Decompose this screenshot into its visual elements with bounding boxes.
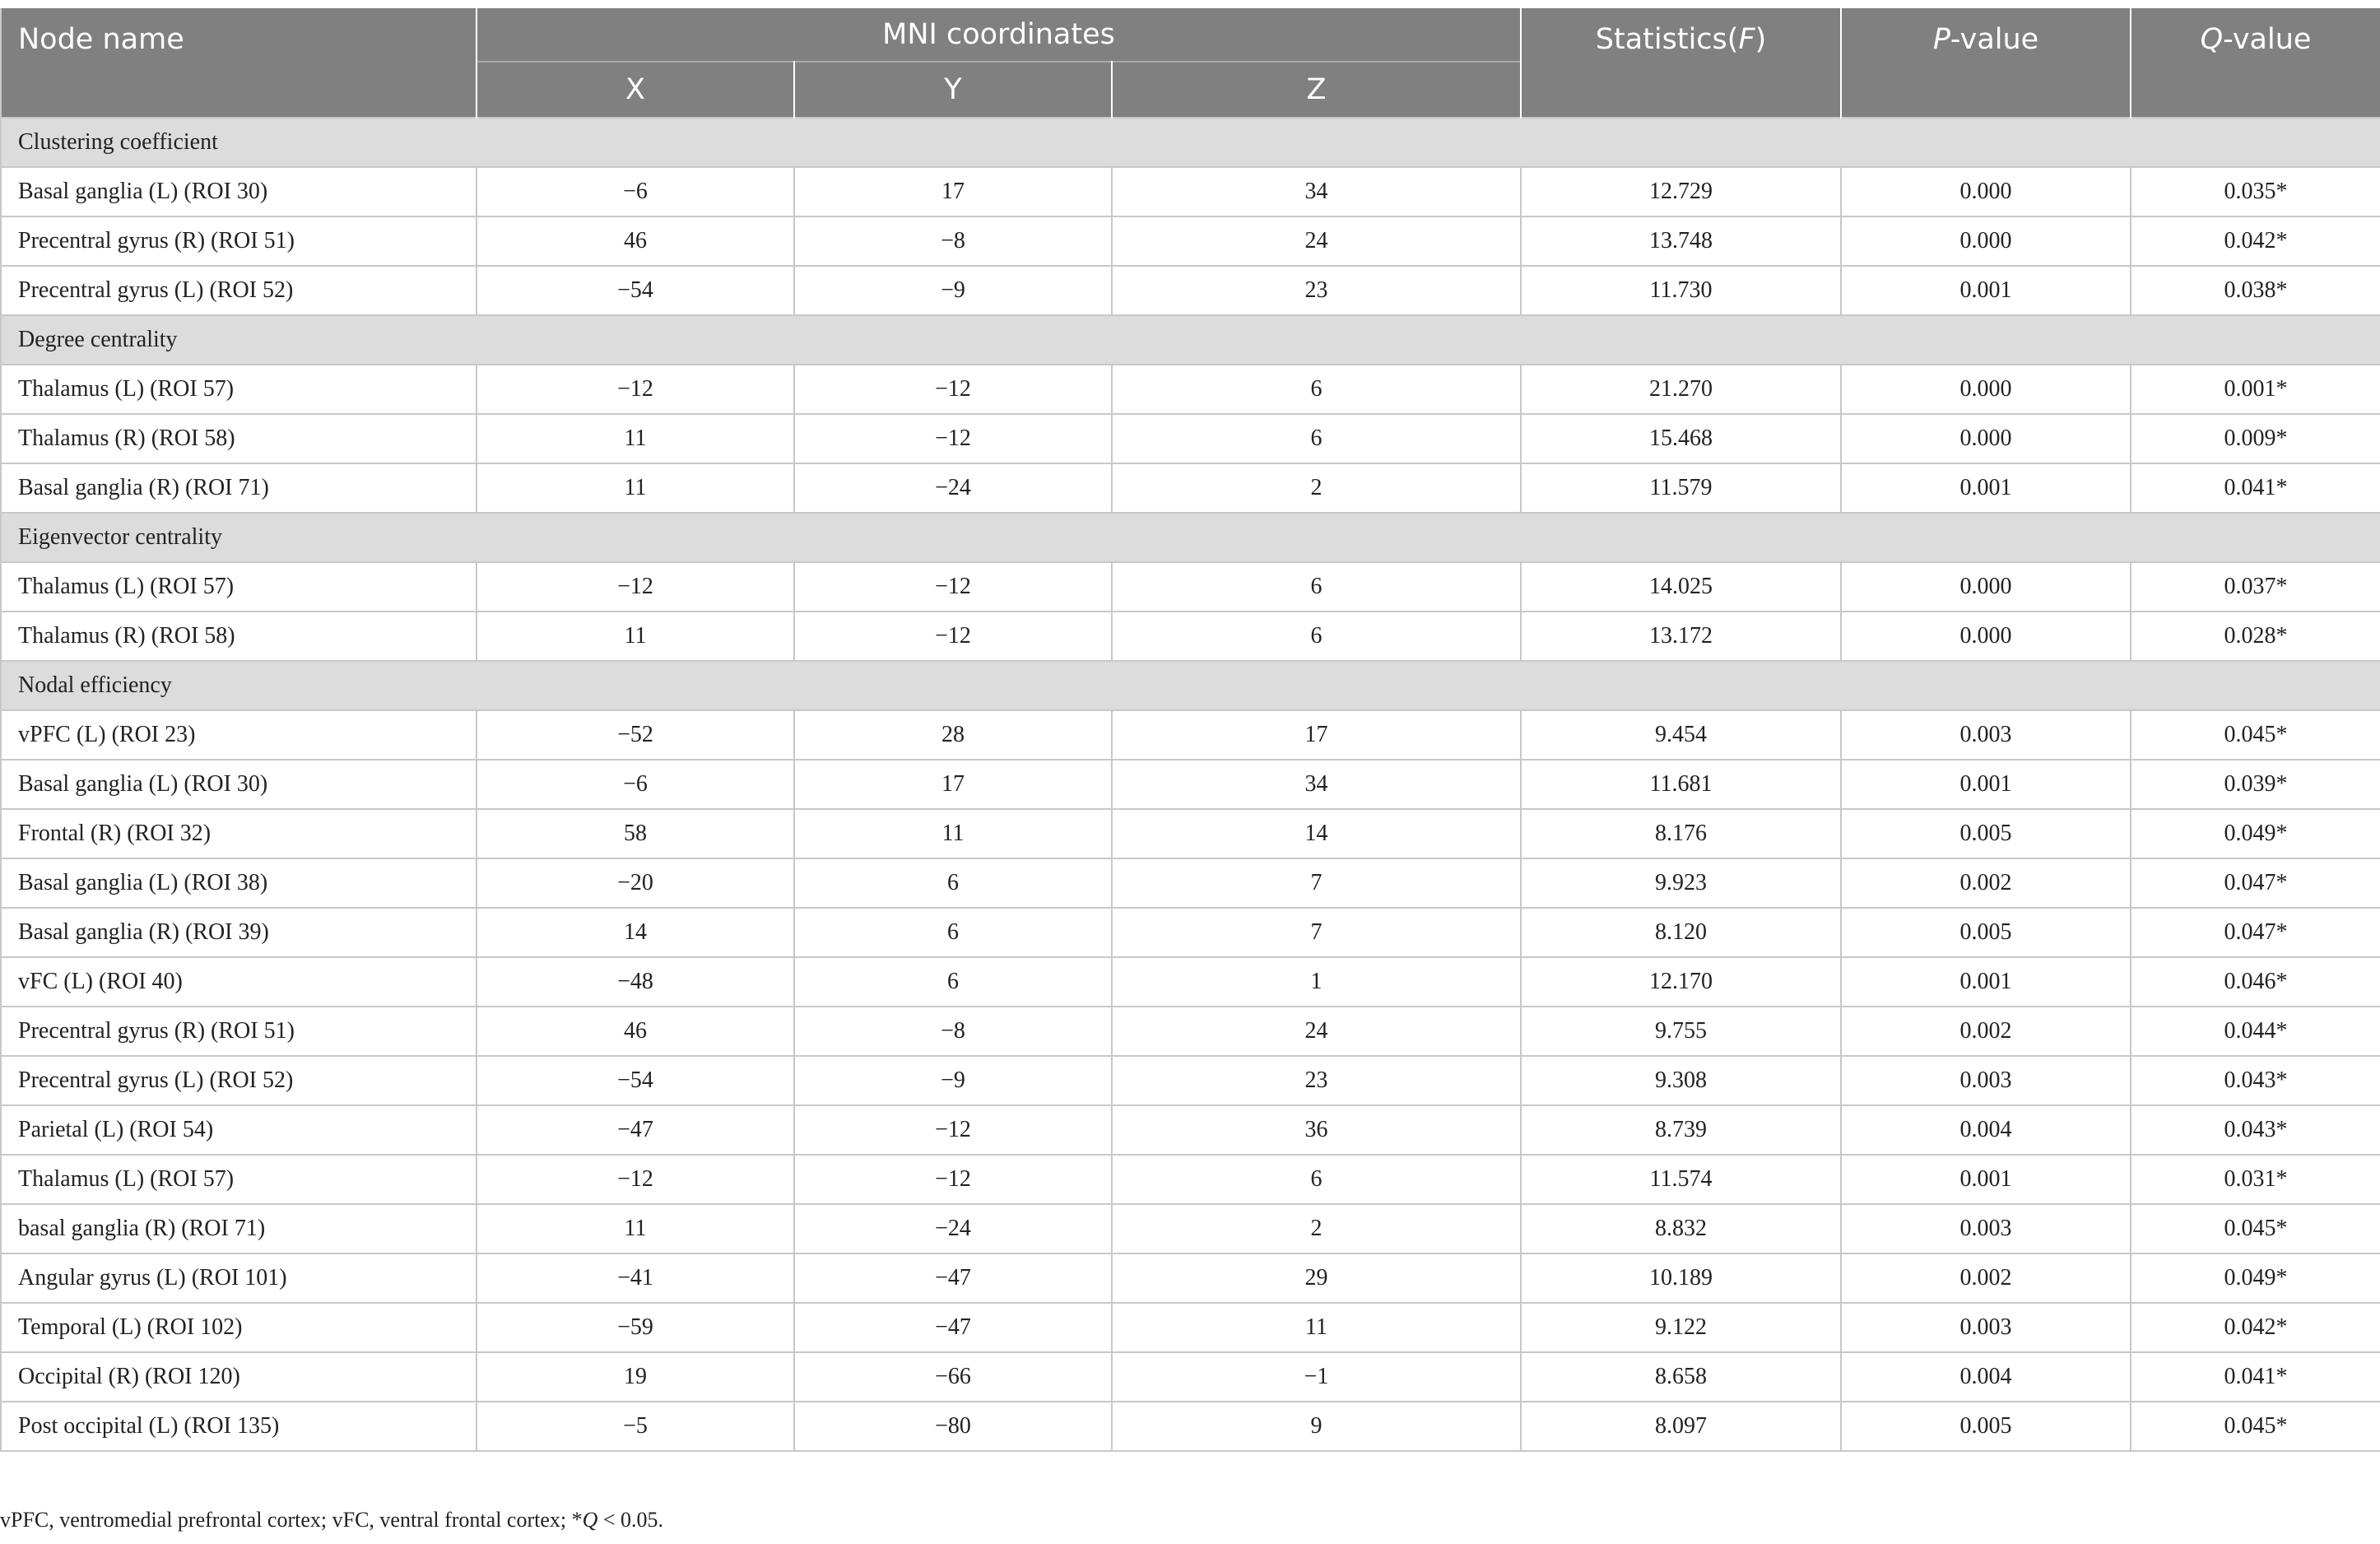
f-statistic-cell: 21.270 xyxy=(1521,365,1841,414)
table-row xyxy=(1,809,2380,858)
q-value-cell: 0.044* xyxy=(2131,1007,2380,1056)
p-value-cell: 0.001 xyxy=(1841,760,2131,809)
header-q-letter: Q xyxy=(2200,23,2224,56)
f-statistic-cell: 10.189 xyxy=(1521,1253,1841,1303)
f-statistic-cell: 12.170 xyxy=(1521,957,1841,1007)
q-value-cell: 0.046* xyxy=(2131,957,2380,1007)
y-cell: 6 xyxy=(794,908,1112,957)
z-cell: −1 xyxy=(1112,1352,1521,1402)
node-name-cell: Precentral gyrus (L) (ROI 52) xyxy=(1,266,476,315)
x-cell: −47 xyxy=(476,1105,794,1155)
node-name-cell: Basal ganglia (L) (ROI 38) xyxy=(1,858,476,908)
y-cell: −66 xyxy=(794,1352,1112,1402)
header-statistics-suffix: ) xyxy=(1755,23,1767,56)
y-cell: 17 xyxy=(794,760,1112,809)
q-value-cell: 0.041* xyxy=(2131,1352,2380,1402)
header-statistics xyxy=(1521,8,1841,118)
node-name-cell: Angular gyrus (L) (ROI 101) xyxy=(1,1253,476,1303)
z-cell: 9 xyxy=(1112,1402,1521,1451)
f-statistic-cell: 11.574 xyxy=(1521,1155,1841,1204)
p-value-cell: 0.002 xyxy=(1841,1253,2131,1303)
table-row xyxy=(1,1253,2380,1303)
node-name-cell: vFC (L) (ROI 40) xyxy=(1,957,476,1007)
z-cell: 24 xyxy=(1112,216,1521,266)
node-name-cell: Basal ganglia (L) (ROI 30) xyxy=(1,167,476,216)
table-row xyxy=(1,167,2380,216)
node-name-cell: basal ganglia (R) (ROI 71) xyxy=(1,1204,476,1253)
table-row xyxy=(1,1007,2380,1056)
f-statistic-cell: 11.730 xyxy=(1521,266,1841,315)
f-statistic-cell: 11.579 xyxy=(1521,463,1841,513)
node-name-cell: Precentral gyrus (R) (ROI 51) xyxy=(1,216,476,266)
section-header-row xyxy=(1,661,2380,710)
q-value-cell: 0.009* xyxy=(2131,414,2380,463)
header-y: Y xyxy=(794,62,1112,118)
y-cell: −8 xyxy=(794,216,1112,266)
p-value-cell: 0.000 xyxy=(1841,167,2131,216)
q-value-cell: 0.042* xyxy=(2131,216,2380,266)
x-cell: −6 xyxy=(476,760,794,809)
x-cell: 11 xyxy=(476,1204,794,1253)
section-title: Nodal efficiency xyxy=(1,661,2380,710)
q-value-cell: 0.045* xyxy=(2131,1402,2380,1451)
header-z: Z xyxy=(1112,62,1521,118)
table-row xyxy=(1,1204,2380,1253)
q-value-cell: 0.049* xyxy=(2131,1253,2380,1303)
table-row xyxy=(1,957,2380,1007)
f-statistic-cell: 13.172 xyxy=(1521,612,1841,661)
node-name-cell: Thalamus (L) (ROI 57) xyxy=(1,562,476,612)
z-cell: 6 xyxy=(1112,1155,1521,1204)
y-cell: 17 xyxy=(794,167,1112,216)
p-value-cell: 0.001 xyxy=(1841,957,2131,1007)
node-name-cell: Temporal (L) (ROI 102) xyxy=(1,1303,476,1352)
header-statistics-prefix: Statistics( xyxy=(1595,23,1739,56)
section-title: Clustering coefficient xyxy=(1,118,2380,167)
p-value-cell: 0.005 xyxy=(1841,1402,2131,1451)
q-value-cell: 0.001* xyxy=(2131,365,2380,414)
p-value-cell: 0.003 xyxy=(1841,1303,2131,1352)
f-statistic-cell: 9.454 xyxy=(1521,710,1841,760)
x-cell: −41 xyxy=(476,1253,794,1303)
footnote-text: vPFC, ventromedial prefrontal cortex; vFC, ventral frontal cortex; * xyxy=(0,1508,583,1532)
p-value-cell: 0.001 xyxy=(1841,1155,2131,1204)
node-name-cell: Basal ganglia (R) (ROI 39) xyxy=(1,908,476,957)
p-value-cell: 0.002 xyxy=(1841,858,2131,908)
q-value-cell: 0.045* xyxy=(2131,1204,2380,1253)
footnote-q: Q xyxy=(582,1508,598,1532)
p-value-cell: 0.001 xyxy=(1841,266,2131,315)
f-statistic-cell: 8.658 xyxy=(1521,1352,1841,1402)
table-row xyxy=(1,760,2380,809)
q-value-cell: 0.047* xyxy=(2131,908,2380,957)
table-row xyxy=(1,1105,2380,1155)
table-row xyxy=(1,216,2380,266)
f-statistic-cell: 8.176 xyxy=(1521,809,1841,858)
node-name-cell: Basal ganglia (L) (ROI 30) xyxy=(1,760,476,809)
table-body xyxy=(1,118,2380,1451)
z-cell: 11 xyxy=(1112,1303,1521,1352)
y-cell: −12 xyxy=(794,414,1112,463)
x-cell: −12 xyxy=(476,365,794,414)
node-name-cell: Precentral gyrus (R) (ROI 51) xyxy=(1,1007,476,1056)
x-cell: 46 xyxy=(476,1007,794,1056)
z-cell: 34 xyxy=(1112,760,1521,809)
z-cell: 24 xyxy=(1112,1007,1521,1056)
table-row xyxy=(1,1303,2380,1352)
table-row xyxy=(1,365,2380,414)
f-statistic-cell: 8.832 xyxy=(1521,1204,1841,1253)
p-value-cell: 0.003 xyxy=(1841,1204,2131,1253)
table-row xyxy=(1,266,2380,315)
header-x: X xyxy=(476,62,794,118)
table-row xyxy=(1,1056,2380,1105)
header-mni-coordinates: MNI coordinates xyxy=(476,8,1521,62)
x-cell: −59 xyxy=(476,1303,794,1352)
section-title: Degree centrality xyxy=(1,315,2380,365)
table-row xyxy=(1,414,2380,463)
table-row xyxy=(1,1352,2380,1402)
table-row xyxy=(1,1402,2380,1451)
header-node-name: Node name xyxy=(1,8,476,118)
table-row xyxy=(1,858,2380,908)
q-value-cell: 0.028* xyxy=(2131,612,2380,661)
y-cell: 6 xyxy=(794,858,1112,908)
z-cell: 17 xyxy=(1112,710,1521,760)
z-cell: 6 xyxy=(1112,414,1521,463)
f-statistic-cell: 12.729 xyxy=(1521,167,1841,216)
z-cell: 29 xyxy=(1112,1253,1521,1303)
f-statistic-cell: 9.308 xyxy=(1521,1056,1841,1105)
f-statistic-cell: 8.120 xyxy=(1521,908,1841,957)
p-value-cell: 0.005 xyxy=(1841,809,2131,858)
q-value-cell: 0.037* xyxy=(2131,562,2380,612)
header-q-value xyxy=(2131,8,2380,118)
p-value-cell: 0.005 xyxy=(1841,908,2131,957)
f-statistic-cell: 14.025 xyxy=(1521,562,1841,612)
x-cell: −54 xyxy=(476,1056,794,1105)
z-cell: 6 xyxy=(1112,612,1521,661)
z-cell: 7 xyxy=(1112,908,1521,957)
x-cell: 58 xyxy=(476,809,794,858)
p-value-cell: 0.002 xyxy=(1841,1007,2131,1056)
table-row xyxy=(1,908,2380,957)
p-value-cell: 0.000 xyxy=(1841,612,2131,661)
x-cell: 14 xyxy=(476,908,794,957)
table-row xyxy=(1,463,2380,513)
q-value-cell: 0.045* xyxy=(2131,710,2380,760)
x-cell: −52 xyxy=(476,710,794,760)
x-cell: −54 xyxy=(476,266,794,315)
table-header xyxy=(1,8,2380,118)
p-value-cell: 0.004 xyxy=(1841,1105,2131,1155)
header-p-letter: P xyxy=(1932,23,1950,56)
z-cell: 1 xyxy=(1112,957,1521,1007)
y-cell: −12 xyxy=(794,1155,1112,1204)
node-name-cell: Thalamus (R) (ROI 58) xyxy=(1,612,476,661)
y-cell: −8 xyxy=(794,1007,1112,1056)
z-cell: 6 xyxy=(1112,365,1521,414)
y-cell: −9 xyxy=(794,1056,1112,1105)
p-value-cell: 0.000 xyxy=(1841,562,2131,612)
table-row xyxy=(1,562,2380,612)
p-value-cell: 0.003 xyxy=(1841,710,2131,760)
y-cell: −12 xyxy=(794,1105,1112,1155)
z-cell: 2 xyxy=(1112,463,1521,513)
p-value-cell: 0.001 xyxy=(1841,463,2131,513)
node-name-cell: Thalamus (L) (ROI 57) xyxy=(1,365,476,414)
section-title: Eigenvector centrality xyxy=(1,513,2380,562)
f-statistic-cell: 8.739 xyxy=(1521,1105,1841,1155)
f-statistic-cell: 8.097 xyxy=(1521,1402,1841,1451)
results-table xyxy=(0,8,2380,1452)
results-table-wrapper xyxy=(0,8,2380,1452)
y-cell: 28 xyxy=(794,710,1112,760)
x-cell: 11 xyxy=(476,414,794,463)
f-statistic-cell: 11.681 xyxy=(1521,760,1841,809)
q-value-cell: 0.042* xyxy=(2131,1303,2380,1352)
y-cell: −12 xyxy=(794,365,1112,414)
y-cell: −12 xyxy=(794,562,1112,612)
p-value-cell: 0.003 xyxy=(1841,1056,2131,1105)
z-cell: 36 xyxy=(1112,1105,1521,1155)
x-cell: 11 xyxy=(476,612,794,661)
y-cell: −47 xyxy=(794,1253,1112,1303)
z-cell: 2 xyxy=(1112,1204,1521,1253)
z-cell: 14 xyxy=(1112,809,1521,858)
node-name-cell: Thalamus (R) (ROI 58) xyxy=(1,414,476,463)
z-cell: 23 xyxy=(1112,1056,1521,1105)
x-cell: −5 xyxy=(476,1402,794,1451)
z-cell: 7 xyxy=(1112,858,1521,908)
z-cell: 34 xyxy=(1112,167,1521,216)
y-cell: −80 xyxy=(794,1402,1112,1451)
table-row xyxy=(1,1155,2380,1204)
header-q-suffix: -value xyxy=(2223,23,2312,56)
q-value-cell: 0.043* xyxy=(2131,1105,2380,1155)
f-statistic-cell: 9.923 xyxy=(1521,858,1841,908)
z-cell: 23 xyxy=(1112,266,1521,315)
node-name-cell: vPFC (L) (ROI 23) xyxy=(1,710,476,760)
node-name-cell: Frontal (R) (ROI 32) xyxy=(1,809,476,858)
x-cell: −12 xyxy=(476,562,794,612)
q-value-cell: 0.038* xyxy=(2131,266,2380,315)
x-cell: 46 xyxy=(476,216,794,266)
x-cell: 11 xyxy=(476,463,794,513)
p-value-cell: 0.000 xyxy=(1841,365,2131,414)
q-value-cell: 0.035* xyxy=(2131,167,2380,216)
q-value-cell: 0.049* xyxy=(2131,809,2380,858)
q-value-cell: 0.041* xyxy=(2131,463,2380,513)
p-value-cell: 0.004 xyxy=(1841,1352,2131,1402)
x-cell: −20 xyxy=(476,858,794,908)
y-cell: 6 xyxy=(794,957,1112,1007)
f-statistic-cell: 13.748 xyxy=(1521,216,1841,266)
q-value-cell: 0.031* xyxy=(2131,1155,2380,1204)
footnote-suffix: < 0.05. xyxy=(597,1508,664,1532)
f-statistic-cell: 9.755 xyxy=(1521,1007,1841,1056)
table-footnote xyxy=(0,1508,663,1532)
header-p-value xyxy=(1841,8,2131,118)
f-statistic-cell: 15.468 xyxy=(1521,414,1841,463)
y-cell: −24 xyxy=(794,463,1112,513)
x-cell: −6 xyxy=(476,167,794,216)
x-cell: −12 xyxy=(476,1155,794,1204)
section-header-row xyxy=(1,118,2380,167)
x-cell: −48 xyxy=(476,957,794,1007)
node-name-cell: Parietal (L) (ROI 54) xyxy=(1,1105,476,1155)
y-cell: −12 xyxy=(794,612,1112,661)
node-name-cell: Thalamus (L) (ROI 57) xyxy=(1,1155,476,1204)
p-value-cell: 0.000 xyxy=(1841,414,2131,463)
y-cell: −24 xyxy=(794,1204,1112,1253)
node-name-cell: Post occipital (L) (ROI 135) xyxy=(1,1402,476,1451)
q-value-cell: 0.043* xyxy=(2131,1056,2380,1105)
x-cell: 19 xyxy=(476,1352,794,1402)
header-p-suffix: -value xyxy=(1950,23,2039,56)
table-row xyxy=(1,612,2380,661)
f-statistic-cell: 9.122 xyxy=(1521,1303,1841,1352)
node-name-cell: Occipital (R) (ROI 120) xyxy=(1,1352,476,1402)
p-value-cell: 0.000 xyxy=(1841,216,2131,266)
section-header-row xyxy=(1,513,2380,562)
section-header-row xyxy=(1,315,2380,365)
y-cell: 11 xyxy=(794,809,1112,858)
y-cell: −9 xyxy=(794,266,1112,315)
node-name-cell: Basal ganglia (R) (ROI 71) xyxy=(1,463,476,513)
table-row xyxy=(1,710,2380,760)
node-name-cell: Precentral gyrus (L) (ROI 52) xyxy=(1,1056,476,1105)
q-value-cell: 0.047* xyxy=(2131,858,2380,908)
y-cell: −47 xyxy=(794,1303,1112,1352)
header-statistics-f: F xyxy=(1738,23,1755,56)
q-value-cell: 0.039* xyxy=(2131,760,2380,809)
z-cell: 6 xyxy=(1112,562,1521,612)
